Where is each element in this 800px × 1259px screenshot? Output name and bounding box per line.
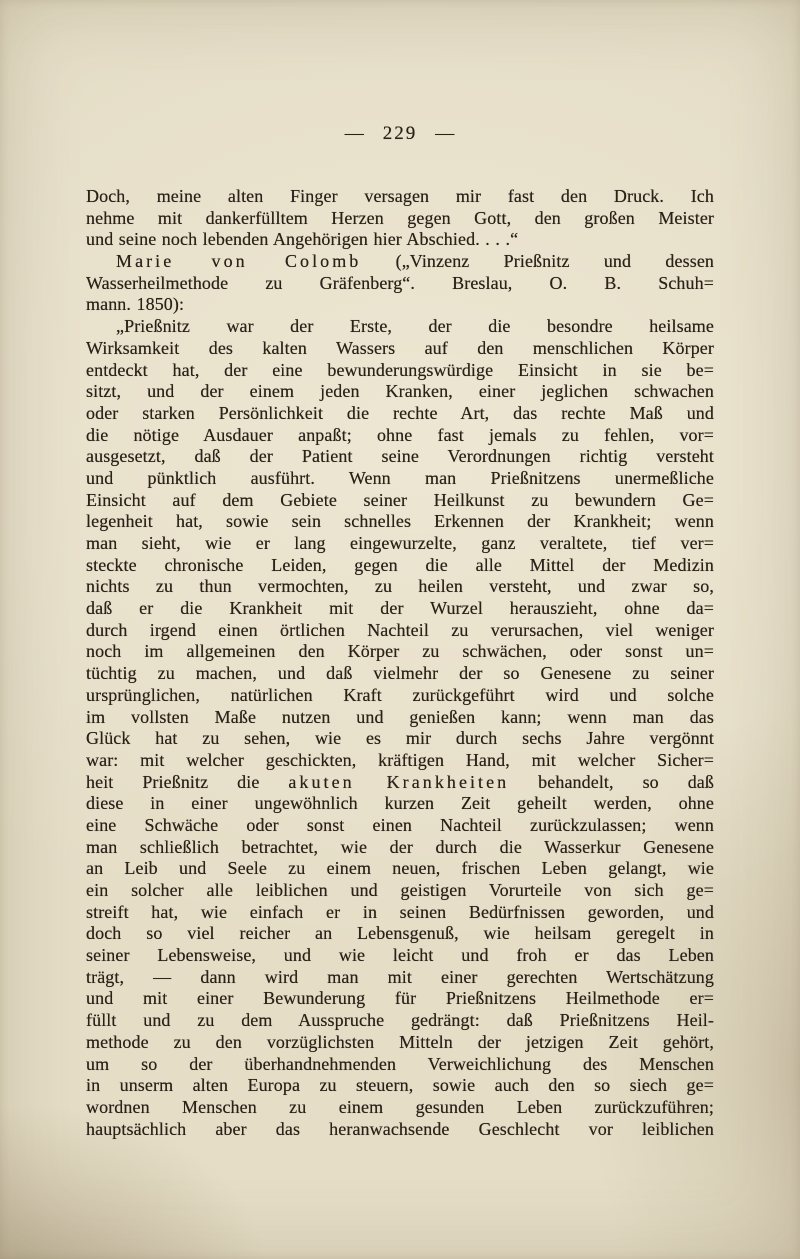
text-line — [86, 945, 714, 967]
text-run: füllt und zu dem Ausspruche gedrängt: daß Prießnitzens Heil- — [86, 1010, 714, 1031]
text-run: legenheit hat, sowie sein schnelles Erkennen der Krankheit; wenn — [86, 511, 714, 532]
text-line — [86, 186, 714, 208]
text-line — [86, 490, 714, 512]
text-line — [86, 273, 714, 295]
text-run: diese in einer ungewöhnlich kurzen Zeit geheilt werden, ohne — [86, 793, 714, 814]
text-run: die nötige Ausdauer anpaßt; ohne fast jemals zu fehlen, vor= — [86, 424, 714, 445]
text-line — [86, 1032, 714, 1054]
text-run: ausgesetzt, daß der Patient seine Verordnungen richtig versteht — [86, 446, 714, 467]
text-run: streift hat, wie einfach er in seinen Bedürfnissen geworden, und — [86, 901, 714, 922]
page-number: 229 — [382, 123, 418, 144]
text-run: mann. 1850): — [86, 294, 185, 315]
text-line — [86, 1054, 714, 1076]
text-run: nichts zu thun vermochten, zu heilen versteht, und zwar so, — [86, 576, 714, 597]
text-line — [86, 425, 714, 447]
text-run: behandelt, so daß — [509, 771, 714, 792]
header-dash-left: — — [344, 123, 365, 144]
text-run: war: mit welcher geschickten, kräftigen Hand, mit welcher Sicher= — [86, 749, 714, 770]
text-run: man schließlich betrachtet, wie der durch die Wasserkur Genesene — [86, 836, 714, 857]
text-line — [86, 555, 714, 577]
text-line — [86, 229, 714, 251]
text-run: trägt, — dann wird man mit einer gerechten Wertschätzung — [86, 966, 714, 987]
text-run: methode zu den vorzüglichsten Mitteln der jetzigen Zeit gehört, — [86, 1031, 714, 1052]
text-line — [86, 533, 714, 555]
text-run: und pünktlich ausführt. Wenn man Prießnitzens unermeßliche — [86, 467, 714, 488]
text-run: durch irgend einen örtlichen Nachteil zu verursachen, viel weniger — [86, 619, 714, 640]
text-run: und mit einer Bewunderung für Prießnitzens Heilmethode er= — [86, 988, 714, 1009]
text-run: oder starken Persönlichkeit die rechte Art, das rechte Maß und — [86, 402, 714, 423]
text-run: um so der überhandnehmenden Verweichlichung des Menschen — [86, 1053, 714, 1074]
letterspaced-emphasis: Marie von Colomb — [116, 251, 362, 272]
text-run: ursprünglichen, natürlichen Kraft zurückgeführt wird und solche — [86, 684, 714, 705]
text-line — [86, 923, 714, 945]
text-run: („Vinzenz Prießnitz und dessen — [361, 251, 715, 272]
text-run: im vollsten Maße nutzen und genießen kann; wenn man das — [86, 706, 714, 727]
text-run: heit Prießnitz die — [86, 771, 289, 792]
text-line — [86, 641, 714, 663]
text-line — [86, 251, 714, 273]
text-run: man sieht, wie er lang eingewurzelte, ganz veraltete, tief ver= — [86, 533, 714, 553]
text-run: noch im allgemeinen den Körper zu schwächen, oder sonst un= — [86, 641, 714, 662]
text-run: an Leib und Seele zu einem neuen, frischen Leben gelangt, wie — [86, 858, 714, 879]
text-line — [86, 663, 714, 685]
text-run: eine Schwäche oder sonst einen Nachteil zurückzulassen; wenn — [86, 814, 714, 835]
text-line — [86, 316, 714, 338]
text-line — [86, 750, 714, 772]
text-line — [86, 728, 714, 750]
header-dash-right: — — [435, 123, 456, 144]
text-line — [86, 772, 714, 794]
text-line — [86, 598, 714, 620]
text-line — [86, 381, 714, 403]
text-line — [86, 208, 714, 230]
page-header — [86, 123, 714, 145]
text-run: steckte chronische Leiden, gegen die alle Mittel der Medizin — [86, 554, 714, 575]
text-run: Glück hat zu sehen, wie es mir durch sechs Jahre vergönnt — [86, 728, 714, 749]
text-line — [86, 902, 714, 924]
text-line — [86, 880, 714, 902]
text-line — [86, 815, 714, 837]
text-line — [86, 1010, 714, 1032]
text-run: daß er die Krankheit mit der Wurzel herauszieht, ohne da= — [86, 598, 714, 619]
text-line — [86, 403, 714, 425]
text-line — [86, 707, 714, 729]
text-run: tüchtig zu machen, und daß vielmehr der so Genesene zu seiner — [86, 663, 714, 684]
text-line — [86, 468, 714, 490]
text-line — [86, 1075, 714, 1097]
text-line — [86, 620, 714, 642]
text-run: und seine noch lebenden Angehörigen hier Abschied. . . .“ — [86, 229, 519, 250]
text-run: Einsicht auf dem Gebiete seiner Heilkunst zu bewundern Ge= — [86, 489, 714, 510]
text-run: wordnen Menschen zu einem gesunden Leben zurückzuführen; — [86, 1096, 714, 1117]
text-line — [86, 1119, 714, 1141]
text-run: hauptsächlich aber das heranwachsende Geschlecht vor leiblichen — [86, 1118, 714, 1139]
text-line — [86, 446, 714, 468]
text-run: Wasserheilmethode zu Gräfenberg“. Breslau, O. B. Schuh= — [86, 272, 714, 293]
text-line — [86, 1097, 714, 1119]
text-run: Wirksamkeit des kalten Wassers auf den menschlichen Körper — [86, 337, 714, 358]
text-line — [86, 858, 714, 880]
text-line — [86, 793, 714, 815]
text-run: in unserm alten Europa zu steuern, sowie auch den so siech ge= — [86, 1075, 714, 1096]
letterspaced-emphasis: akuten Krankheiten — [288, 771, 510, 792]
text-run: sitzt, und der einem jeden Kranken, einer jeglichen schwachen — [86, 381, 714, 402]
text-line — [86, 576, 714, 598]
text-run: doch so viel reicher an Lebensgenuß, wie heilsam geregelt in — [86, 923, 714, 944]
text-run: ein solcher alle leiblichen und geistigen Vorurteile von sich ge= — [86, 880, 714, 900]
text-line — [86, 837, 714, 859]
text-line — [86, 988, 714, 1010]
text-run: nehme mit dankerfülltem Herzen gegen Gott, den großen Meister — [86, 207, 714, 228]
text-run: „Prießnitz war der Erste, der die besondre heilsame — [116, 316, 714, 337]
text-run: entdeckt hat, der eine bewunderungswürdige Einsicht in sie be= — [86, 359, 714, 380]
text-line — [86, 360, 714, 382]
text-line — [86, 685, 714, 707]
body-text — [86, 186, 714, 1140]
text-line — [86, 338, 714, 360]
text-run: seiner Lebensweise, und wie leicht und froh er das Leben — [86, 945, 714, 966]
text-line — [86, 294, 714, 316]
text-run: Doch, meine alten Finger versagen mir fast den Druck. Ich — [86, 186, 714, 206]
text-line — [86, 967, 714, 989]
text-line — [86, 511, 714, 533]
